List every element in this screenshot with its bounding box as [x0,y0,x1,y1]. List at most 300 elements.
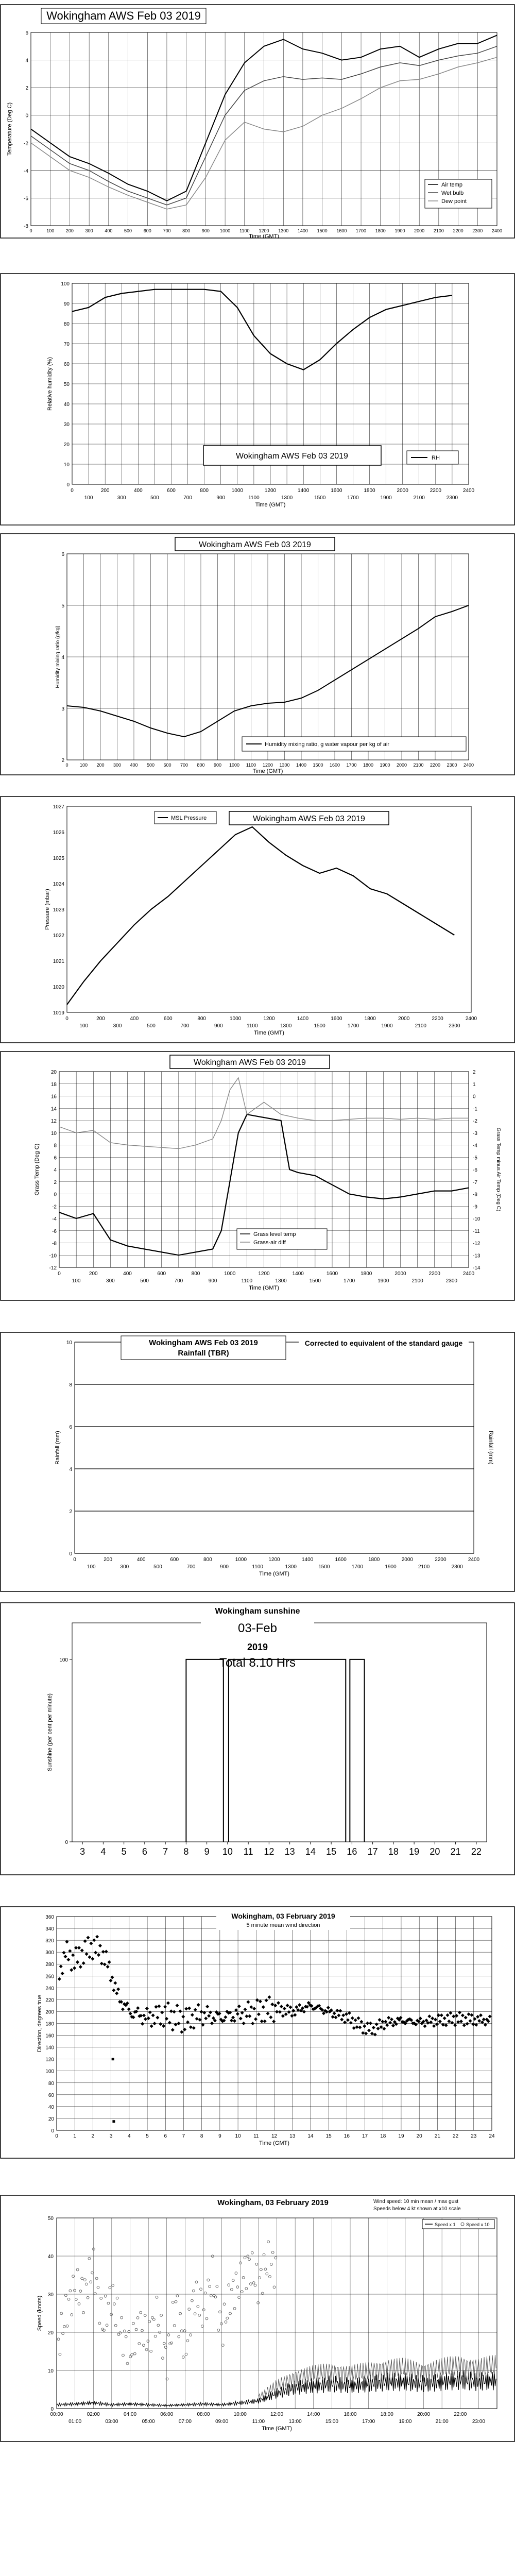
x-tick-label: 1100 [239,228,250,233]
x-tick-label: 2000 [401,1557,413,1563]
y-axis-right-label: Rainfall (mm) [488,1431,494,1465]
y-tick-label: 1021 [53,959,64,964]
x-tick-label: 0 [29,228,32,233]
y-tick-label: -6 [52,1228,57,1234]
x-axis-label: Time (GMT) [249,233,279,239]
x-tick-label: 19:00 [399,2419,412,2425]
temperature-chart-panel [0,4,515,239]
x-tick-label: 2000 [414,228,425,233]
x-tick-label: 600 [170,1557,179,1563]
chart-title: Wokingham AWS Feb 03 2019 [194,1058,306,1067]
y-tick-label: 20 [47,2330,54,2336]
x-tick-label: 9 [218,2133,221,2139]
x-tick-label: 8 [183,1846,189,1857]
x-tick-label: 1400 [297,1016,309,1022]
x-tick-label: 2300 [451,1564,463,1570]
y-tick-label: 30 [63,422,70,428]
y-tick-label: 1022 [53,933,64,939]
x-tick-label: 12 [271,2133,278,2139]
x-axis-label: Time (GMT) [262,2426,292,2432]
x-tick-label: 1400 [296,762,307,768]
y-tick-label: 2 [54,1179,57,1185]
y-tick-label: 80 [63,321,70,327]
x-tick-label: 1300 [278,228,289,233]
mixing-ratio-chart-panel [0,533,515,775]
y-tick-label: 6 [54,1155,57,1161]
x-tick-label: 1900 [394,228,405,233]
x-tick-label: 1800 [368,1557,380,1563]
legend-label: Wet bulb [441,190,464,196]
x-tick-label: 11:00 [252,2419,265,2425]
y-tick-label: 50 [63,382,70,387]
y-axis-label: Humidity mixing ratio (g/kg) [55,625,61,688]
x-tick-label: 300 [85,228,93,233]
x-tick-label: 2400 [468,1557,480,1563]
y-tick-label: 12 [50,1118,57,1124]
x-axis-label: Time (GMT) [259,2140,289,2146]
x-tick-label: 2100 [415,1023,426,1029]
y-axis-label: Pressure (mbar) [44,889,50,930]
x-tick-label: 1400 [297,228,308,233]
x-tick-label: 1300 [281,495,293,501]
total-text: Total 8.10 Hrs [219,1656,296,1670]
y-tick-label: 1026 [53,830,64,836]
x-tick-label: 200 [100,488,110,494]
x-tick-label: 600 [167,488,176,494]
x-tick-label: 300 [113,1023,122,1029]
x-tick-label: 15 [326,1846,337,1857]
x-tick-label: 1700 [344,1278,355,1284]
direction-point [112,2120,115,2123]
x-tick-label: 1300 [280,1023,292,1029]
x-tick-label: 2000 [397,488,408,494]
y-axis-label: Grass Temp (Deg C) [34,1143,40,1196]
x-tick-label: 11 [243,1846,253,1857]
x-tick-label: 1500 [309,1278,321,1284]
wind-direction-chart [0,1906,515,2159]
y-tick-label: -8 [24,224,28,229]
x-tick-label: 700 [180,762,188,768]
y-axis-right-label: Grass Temp minus Air Temp (Deg C) [495,1127,501,1212]
y-tick-label: 100 [59,1657,68,1663]
x-tick-label: 2000 [394,1271,406,1277]
x-tick-label: 1600 [329,762,340,768]
y-tick-label: 4 [61,655,64,660]
x-tick-label: 1700 [351,1564,364,1570]
chart-note: Speeds below 4 kt shown at x10 scale [373,2206,461,2212]
y-right-tick-label: 0 [473,1094,476,1100]
y-tick-label: 180 [45,2021,54,2027]
date-text: 03-Feb [237,1621,278,1635]
x-tick-label: 15 [325,2133,332,2139]
x-tick-label: 0 [55,2133,58,2139]
x-tick-label: 1400 [298,488,310,494]
x-tick-label: 17 [362,2133,368,2139]
legend-label: Dew point [441,198,467,205]
y-tick-label: 1027 [53,804,64,810]
x-tick-label: 19 [409,1846,420,1857]
x-tick-label: 600 [163,1016,173,1022]
y-tick-label: 0 [51,2128,54,2134]
x-tick-label: 13 [284,1846,295,1857]
x-tick-label: 0 [65,1016,68,1022]
x-tick-label: 24 [489,2133,495,2139]
x-tick-label: 100 [72,1278,81,1284]
x-tick-label: 1400 [301,1557,314,1563]
x-tick-label: 1200 [268,1557,280,1563]
x-tick-label: 1000 [231,488,243,494]
x-tick-label: 100 [87,1564,96,1570]
humidity-chart [0,273,515,526]
legend-label: Speed x 1 [435,2222,456,2227]
x-tick-label: 2300 [449,1023,460,1029]
x-tick-label: 700 [186,1564,196,1570]
x-tick-label: 500 [150,495,159,501]
x-tick-label: 300 [113,762,122,768]
x-tick-label: 06:00 [160,2412,174,2417]
x-tick-label: 1600 [336,228,347,233]
temperature-chart [0,4,515,239]
x-tick-label: 700 [163,228,171,233]
x-tick-label: 2100 [413,495,425,501]
x-tick-label: 700 [180,1023,190,1029]
y-tick-label: 10 [63,462,70,468]
x-tick-label: 1100 [246,762,256,768]
x-tick-label: 18 [380,2133,386,2139]
x-tick-label: 200 [65,228,74,233]
y-tick-label: 260 [45,1974,54,1980]
y-tick-label: 5 [61,603,64,609]
x-tick-label: 1200 [258,1271,270,1277]
legend-label: Grass level temp [253,1231,296,1238]
x-tick-label: 1000 [229,762,240,768]
x-tick-label: 20:00 [417,2412,431,2417]
x-tick-label: 7 [182,2133,185,2139]
x-tick-label: 800 [197,1016,207,1022]
x-tick-label: 1300 [279,762,290,768]
x-tick-label: 07:00 [178,2419,192,2425]
x-tick-label: 100 [79,762,88,768]
y-tick-label: -2 [52,1204,57,1210]
y-tick-label: 16 [50,1094,57,1100]
y-right-tick-label: -12 [473,1241,480,1247]
sunshine-chart [0,1602,515,1875]
y-tick-label: 40 [48,2104,54,2110]
x-tick-label: 900 [201,228,210,233]
x-tick-label: 2 [91,2133,95,2139]
x-tick-label: 400 [130,762,138,768]
x-tick-label: 1 [73,2133,76,2139]
x-tick-label: 2200 [430,762,441,768]
x-tick-label: 100 [79,1023,89,1029]
x-tick-label: 800 [182,228,191,233]
x-tick-label: 3 [109,2133,113,2139]
x-tick-label: 1000 [235,1557,247,1563]
y-tick-label: -4 [52,1216,57,1222]
year-text: 2019 [247,1642,268,1652]
x-tick-label: 1500 [317,228,328,233]
x-tick-label: 1900 [377,1278,389,1284]
chart-title: Wokingham AWS Feb 03 2019 [149,1338,258,1347]
x-tick-label: 500 [153,1564,162,1570]
legend-label: Speed x 10 [466,2222,490,2227]
legend-label: Air temp [441,182,462,188]
x-tick-label: 17 [367,1846,378,1857]
x-tick-label: 1000 [229,1016,242,1022]
y-tick-label: 18 [50,1081,57,1088]
x-tick-label: 2200 [430,488,441,494]
y-tick-label: 10 [50,1130,57,1137]
x-tick-label: 1600 [335,1557,347,1563]
x-tick-label: 6 [164,2133,167,2139]
y-tick-label: 0 [50,2406,54,2412]
chart-subtitle: Wind speed: 10 min mean / max gust [373,2199,459,2205]
y-right-tick-label: -13 [473,1253,480,1259]
x-tick-label: 1100 [241,1278,253,1284]
y-right-tick-label: -6 [473,1167,477,1173]
x-tick-label: 1500 [318,1564,330,1570]
y-tick-label: 1020 [53,985,64,990]
x-axis-label: Time (GMT) [255,502,286,508]
x-tick-label: 1700 [346,762,357,768]
y-tick-label: 8 [69,1382,72,1388]
x-tick-label: 6 [142,1846,147,1857]
x-tick-label: 16 [344,2133,350,2139]
y-tick-label: 1019 [53,1010,64,1016]
y-tick-label: 60 [48,2092,54,2098]
y-tick-label: 40 [63,402,70,408]
x-tick-label: 400 [130,1016,139,1022]
y-right-tick-label: -7 [473,1179,477,1185]
y-tick-label: 2 [25,86,28,92]
x-tick-label: 22 [471,1846,482,1857]
y-tick-label: -12 [49,1265,57,1271]
x-tick-label: 20 [430,1846,440,1857]
x-tick-label: 2400 [462,488,475,494]
x-tick-label: 1800 [360,1271,372,1277]
chart-title: Wokingham, 03 February 2019 [231,1912,335,1920]
y-tick-label: 8 [54,1143,57,1149]
y-right-tick-label: -9 [473,1204,477,1210]
x-tick-label: 17:00 [362,2419,375,2425]
x-tick-label: 400 [123,1271,132,1277]
y-tick-label: 14 [50,1106,57,1112]
y-tick-label: 320 [45,1938,54,1944]
x-tick-label: 14:00 [307,2412,320,2417]
x-tick-label: 14 [307,2133,314,2139]
x-tick-label: 1900 [380,762,390,768]
chart-title: Wokingham AWS Feb 03 2019 [236,452,348,461]
x-tick-label: 21:00 [435,2419,449,2425]
x-tick-label: 15:00 [325,2419,338,2425]
y-tick-label: 0 [69,1551,72,1557]
x-tick-label: 1500 [314,495,326,501]
y-axis-label: Speed (knots) [37,2295,43,2331]
y-right-tick-label: -3 [473,1130,477,1137]
x-tick-label: 03:00 [105,2419,118,2425]
x-tick-label: 800 [197,762,205,768]
y-right-tick-label: -4 [473,1143,477,1149]
rh-panel-frame [1,274,514,525]
x-tick-label: 14 [305,1846,316,1857]
y-tick-label: 4 [69,1467,72,1472]
x-tick-label: 500 [124,228,132,233]
x-tick-label: 22:00 [454,2412,467,2417]
direction-point [112,2058,114,2060]
x-tick-label: 500 [140,1278,149,1284]
x-tick-label: 2200 [432,1016,443,1022]
x-tick-label: 12:00 [270,2412,284,2417]
y-tick-label: 2 [61,758,64,764]
x-tick-label: 2300 [446,495,458,501]
chart-subtitle: Rainfall (TBR) [178,1349,229,1358]
x-tick-label: 1700 [347,1023,359,1029]
x-tick-label: 300 [120,1564,129,1570]
y-right-tick-label: 1 [473,1081,476,1088]
x-tick-label: 08:00 [197,2412,210,2417]
x-tick-label: 2200 [435,1557,447,1563]
x-tick-label: 10 [235,2133,241,2139]
x-tick-label: 05:00 [142,2419,155,2425]
y-tick-label: -8 [52,1241,57,1247]
x-axis-label: Time (GMT) [259,1571,289,1577]
x-tick-label: 200 [96,762,105,768]
x-tick-label: 1500 [314,1023,325,1029]
x-tick-label: 11 [253,2133,259,2139]
y-tick-label: 10 [66,1340,72,1346]
y-tick-label: -10 [49,1253,57,1259]
y-right-tick-label: -10 [473,1216,480,1222]
x-tick-label: 2000 [396,762,407,768]
x-tick-label: 1700 [347,495,359,501]
x-tick-label: 1100 [248,495,260,501]
x-tick-label: 1600 [331,488,342,494]
y-tick-label: 6 [69,1425,72,1430]
x-tick-label: 1000 [220,228,231,233]
y-tick-label: 1023 [53,907,64,913]
x-tick-label: 2100 [411,1278,423,1284]
y-tick-label: 4 [54,1167,57,1173]
x-tick-label: 800 [200,488,209,494]
x-tick-label: 16:00 [344,2412,357,2417]
y-tick-label: 80 [48,2080,54,2087]
x-tick-label: 1900 [381,1023,393,1029]
x-tick-label: 900 [220,1564,229,1570]
x-tick-label: 2200 [428,1271,440,1277]
y-tick-label: 2 [69,1509,72,1515]
rainfall-chart-panel [0,1332,515,1592]
x-tick-label: 9 [204,1846,210,1857]
x-tick-label: 21 [434,2133,440,2139]
y-tick-label: 120 [45,2057,54,2063]
y-tick-label: 100 [61,281,70,287]
mslp-panel-frame [1,796,514,1043]
x-tick-label: 3 [80,1846,85,1857]
y-tick-label: 0 [25,113,28,119]
y-axis-label: Sunshine (per cent per minute) [47,1693,53,1772]
y-right-tick-label: -5 [473,1155,477,1161]
x-tick-label: 00:00 [50,2412,63,2417]
x-tick-label: 700 [183,495,192,501]
x-tick-label: 400 [133,488,143,494]
y-tick-label: 280 [45,1962,54,1968]
x-tick-label: 2100 [418,1564,430,1570]
x-tick-label: 1600 [326,1271,338,1277]
x-tick-label: 02:00 [87,2412,100,2417]
wind-direction-chart-panel [0,1906,515,2159]
x-tick-label: 10 [222,1846,233,1857]
x-tick-label: 1800 [364,1016,376,1022]
x-tick-label: 1100 [252,1564,263,1570]
x-tick-label: 13:00 [288,2419,302,2425]
x-tick-label: 400 [136,1557,146,1563]
x-tick-label: 900 [214,1023,223,1029]
x-tick-label: 18:00 [380,2412,393,2417]
y-tick-label: 10 [47,2368,54,2374]
x-tick-label: 1900 [380,495,392,501]
pressure-chart [0,796,515,1043]
x-axis-label: Time (GMT) [249,1285,279,1291]
sunshine-chart-panel [0,1602,515,1875]
x-tick-label: 2100 [433,228,444,233]
x-tick-label: 1800 [363,762,374,768]
x-tick-label: 600 [143,228,151,233]
x-tick-label: 2400 [491,228,503,233]
y-right-tick-label: 2 [473,1070,476,1075]
y-tick-label: 50 [47,2216,54,2222]
grass-temp-chart-panel [0,1051,515,1301]
y-tick-label: 240 [45,1986,54,1992]
x-tick-label: 100 [46,228,55,233]
x-tick-label: 1300 [275,1278,287,1284]
x-tick-label: 2400 [462,1271,475,1277]
y-right-tick-label: -2 [473,1118,477,1124]
chart-title: Wokingham sunshine [215,1607,300,1616]
x-tick-label: 2400 [465,1016,477,1022]
y-right-tick-label: -1 [473,1106,477,1112]
x-tick-label: 1800 [364,488,375,494]
x-tick-label: 200 [89,1271,98,1277]
x-tick-label: 300 [117,495,126,501]
y-right-tick-label: -8 [473,1192,477,1198]
y-tick-label: 220 [45,1997,54,2004]
x-tick-label: 1200 [263,1016,275,1022]
y-tick-label: -2 [24,141,28,147]
y-right-tick-label: -14 [473,1265,480,1271]
y-tick-label: 6 [25,30,28,36]
x-tick-label: 1900 [385,1564,397,1570]
y-tick-label: 3 [61,706,64,712]
x-tick-label: 13 [289,2133,296,2139]
x-tick-label: 200 [96,1016,105,1022]
y-tick-label: 30 [47,2292,54,2298]
x-tick-label: 2300 [447,762,457,768]
y-tick-label: -4 [24,168,28,174]
humidity-chart-panel [0,273,515,526]
x-axis-label: Time (GMT) [254,1030,284,1036]
x-tick-label: 18 [388,1846,399,1857]
y-tick-label: 40 [47,2254,54,2260]
x-tick-label: 0 [71,488,74,494]
x-tick-label: 23:00 [472,2419,485,2425]
chart-subtitle: 5 minute mean wind direction [246,1922,320,1928]
x-tick-label: 800 [203,1557,212,1563]
x-tick-label: 0 [58,1271,61,1277]
x-tick-label: 1000 [224,1271,236,1277]
y-tick-label: 0 [66,482,70,488]
y-tick-label: 200 [45,2009,54,2015]
x-tick-label: 1200 [264,488,277,494]
